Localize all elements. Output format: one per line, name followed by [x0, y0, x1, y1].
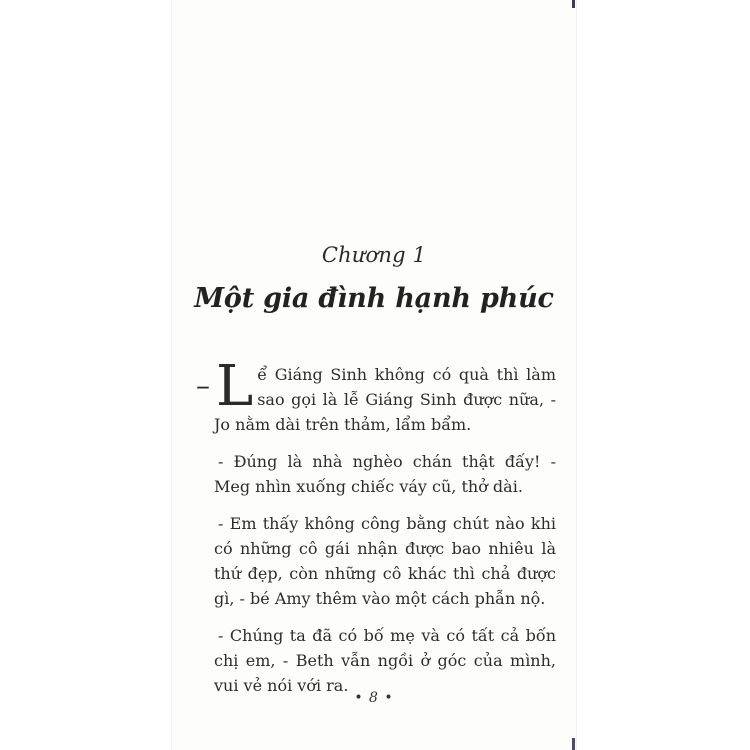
- paragraph-1-text: ể Giáng Sinh không có quà thì làm sao gọi là lễ Giáng Sinh được nữa, - Jo nằm dài trên thảm, lẩm bẩm.: [214, 365, 556, 434]
- edge-mark-top: [572, 0, 575, 8]
- paragraph-4: - Chúng ta đã có bố mẹ và có tất cả bốn chị em, - Beth vẫn ngồi ở góc của mình, vui vẻ nói với ra.: [214, 626, 556, 695]
- chapter-title: Một gia đình hạnh phúc: [194, 283, 554, 314]
- page-number: • 8 •: [354, 690, 394, 706]
- paragraph-2: - Đúng là nhà nghèo chán thật đấy! - Meg nhìn xuống chiếc váy cũ, thở dài.: [214, 452, 556, 496]
- paragraph-3: - Em thấy không công bằng chút nào khi có những cô gái nhận được bao nhiêu là thứ đẹp, còn những cô khác thì chả được gì, - bé Amy thêm vào một cách phẫn nộ.: [214, 514, 556, 608]
- drop-cap: L: [216, 354, 254, 419]
- chapter-body: [196, 354, 556, 710]
- paragraph-1: [196, 354, 556, 437]
- book-page: [172, 0, 576, 750]
- chapter-label: Chương 1: [321, 243, 427, 267]
- edge-mark-bottom: [572, 738, 575, 750]
- opening-dash: –: [196, 369, 210, 402]
